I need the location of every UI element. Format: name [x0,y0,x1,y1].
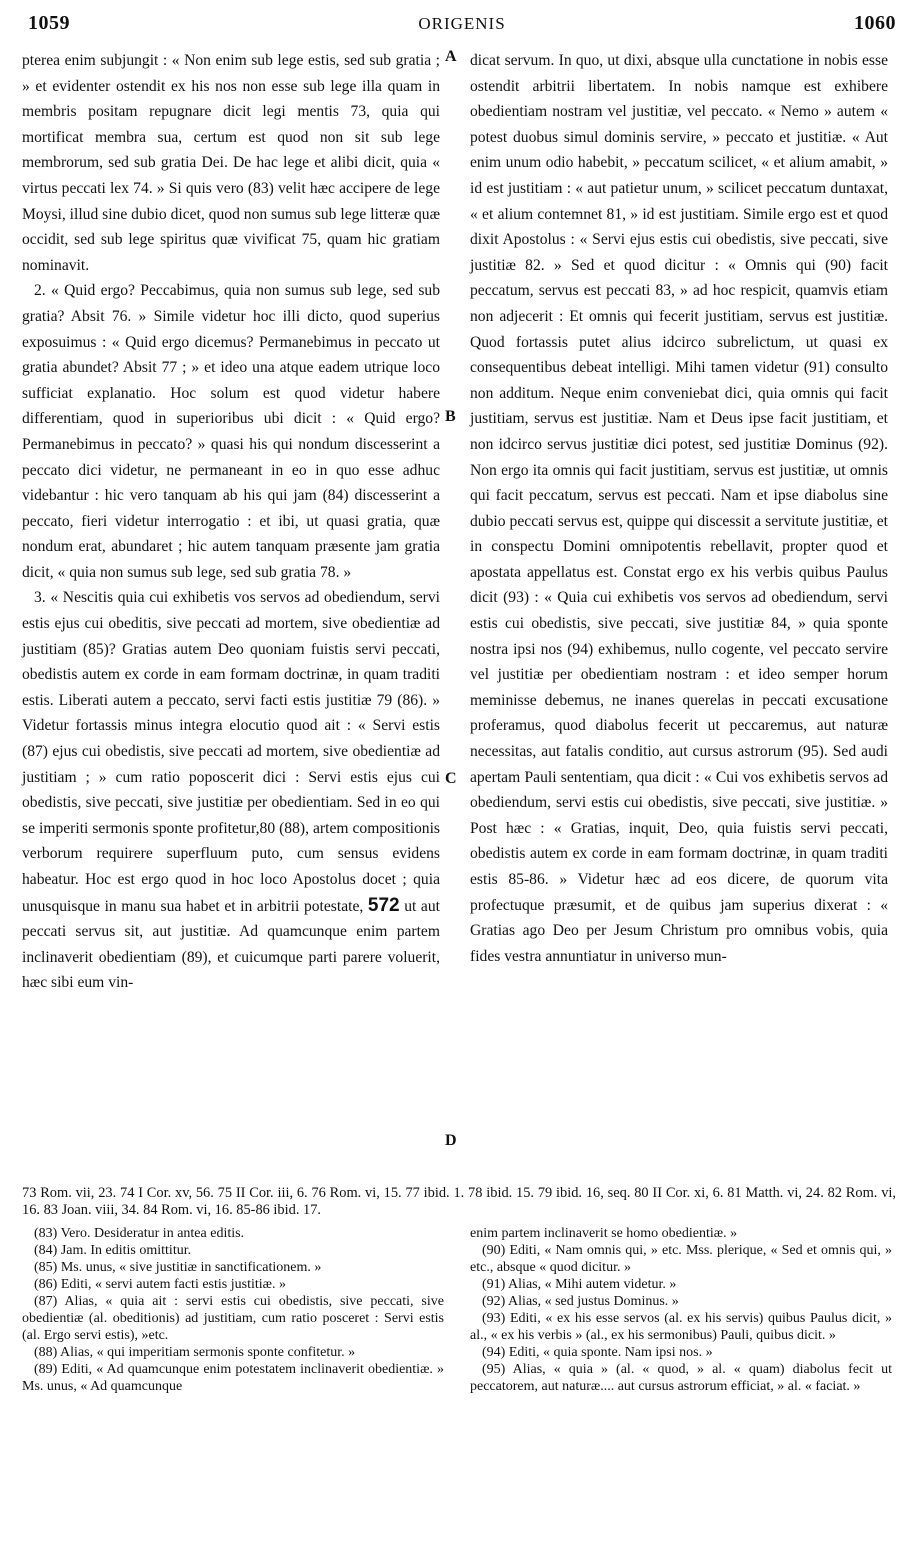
page-number-left: 1059 [28,12,70,34]
footnote-94: (94) Editi, « quia sponte. Nam ipsi nos. » [482,1345,713,1360]
footnote-89-cont: enim partem inclinaverit se homo obedientiæ. » [470,1226,738,1241]
right-column [470,48,888,969]
footnote-89: (89) Editi, « Ad quamcunque enim potestatem inclinaverit obedientiæ. » Ms. unus, « Ad quamcunque [22,1362,444,1394]
margin-letter-b: B [445,408,456,425]
footnote-86: (86) Editi, « servi autem facti estis justitiæ. » [34,1277,286,1292]
page-number-right: 1060 [854,12,896,34]
right-paragraph: dicat servum. In quo, ut dixi, absque ulla cunctatione in nobis esse ostendit arbitrii libertatem. In nobis namque est exhibere obedientiam nostram vel justitiæ, vel peccato. « Nemo » autem « potest duobus simul dominis servire, » peccato et justitiæ. « Aut enim unum odio habebit, » peccatum scilicet, « et alium amabit, » id est justitiam : « aut patietur unum, » scilicet peccatum duntaxat, « et alium contemnet 81, » id est justitiam. Simile ergo est et quod dixit Apostolus : « Servi ejus estis cui obedistis, sive peccati, sive justitiæ 82. » Sed et quod dicitur : « Omnis qui (90) facit peccatum, servus est peccati 83, » ad hoc respicit, quamvis etiam non adjecerit : Et omnis qui fecerit justitiam, servus est justitiæ. Quod fortassis putet alius idcirco subrelictum, ut quasi ex consequentibus debeat intelligi. Mihi tamen videtur (91) consulto non additum. Neque enim conveniebat dici, quia omnis qui facit justitiam, servus est justitiæ. Nam et Deus ipse facit justitiam, et non idcirco servus justitiæ dici potest, sed justitiæ Dominus (92). Non ergo ita omnis qui facit justitiam, servus est justitiæ, ut omnis qui facit peccatum, servus est peccati. Nam et ipse diabolus sine dubio peccati servus est, quippe qui discessit a servitute justitiæ, et in conspectu Domini omnipotentis rebellavit, propter quod et apostata appellatus est. Constat ergo ex his verbis quibus Paulus dicit (93) : « Quia cui exhibetis vos servos ad obediendum, servi estis cui obedistis, sive peccati, sive justitiæ 84, » quia sponte nostra ipsi nos (94) exhibemus, nullo cogente, vel peccato servire vel justitiæ per obedientiam nostram : et ideo semper horum meminisse debemus, ne inanes querelas in peccati excusatione proferamus, quod diabolus fecerit ut peccaremus, aut naturæ necessitas, aut fatalis conditio, aut cursus astrorum (95). Sed audi apertam Pauli sententiam, qua dicit : « Cui vos exhibetis servos ad obediendum, servi estis cui obedistis, sive peccati, sive justitiæ. » Post hæc : « Gratias, inquit, Deo, quia fuistis servi peccati, obedistis autem ex corde in eam formam doctrinæ, in quam traditi estis 85-86. » Videtur hæc ad eos dicere, de quorum vita profectuque præsumit, et de quibus jam superius dixerat : « Gratias ago Deo per Jesum Christum pro omnibus vobis, quia fides vestra annuntiatur in universo mun- [470,52,888,965]
margin-letter-c: C [445,770,457,787]
left-column [22,48,440,996]
scripture-references: 73 Rom. vii, 23. 74 I Cor. xv, 56. 75 II Cor. iii, 6. 76 Rom. vi, 15. 77 ibid. 1. 78 ibid. 15. 79 ibid. 16, seq. 80 II Cor. xi, 6. 81 Matth. vi, 24. 82 Rom. vi, 16. 83 Joan. viii, 34. 84 Rom. vi, 16. 85-86 ibid. 17. [22,1185,896,1218]
footnote-83: (83) Vero. Desideratur in antea editis. [34,1226,245,1241]
footnote-91: (91) Alias, « Mihi autem videtur. » [482,1277,677,1292]
paragraph-3-text: 3. « Nescitis quia cui exhibetis vos servos ad obediendum, servi estis ejus cui obeditis, sive peccati ad mortem, sive obedientiæ ad justitiam (85)? Gratias autem Deo quoniam fuistis servi peccati, obedistis autem ex corde in eam formam doctrinæ, in quam traditi estis. Liberati autem a peccato, servi facti estis justitiæ 79 (86). » Videtur fortassis minus integra elocutio quod ait : « Servi estis (87) ejus cui obedistis, sive peccati ad mortem, sive obedientiæ ad justitiam ; » cum ratio poposcerit dici : Servi estis ejus cui obedistis, sive peccati, sive justitiæ per obedientiam. Sed in eo qui se imperiti sermonis sponte profitetur,80 (88), artem compositionis verborum requirere superfluum puto, cum sensus evidens habeatur. Hoc est ergo quod in hoc loco Apostolus docet ; quia unusquisque in manu sua habet et in arbitrii potestate, [22,589,440,915]
margin-letter-a: A [445,48,457,65]
page-header [28,12,896,40]
paragraph-2: 2. « Quid ergo? Peccabimus, quia non sumus sub lege, sed sub gratia? Absit 76. » Simile videtur hoc illi dicto, quod superius exposuimus : « Quid ergo dicemus? Permanebimus in peccato ut gratia abundet? Absit 77 ; » et ideo una atque eadem utrique loco sufficiat explanatio. Hoc solum est quod videtur habere differentiam, quod in superioribus ubi dicit : « Quid ergo? Permanebimus in peccato? » quasi his qui nondum discesserint a peccato dici videtur, ne permaneant in eo in quo esse adhuc videbantur : hic vero tanquam ab his qui jam (84) discesserint a peccato, fieri videtur interrogatio : et ibi, ut quasi gratia, quæ nondum erat, abundaret ; hic autem tanquam præsente jam gratia dicit, « quia non sumus sub lege, sed sub gratia 78. » [22,282,440,581]
footnote-93: (93) Editi, « ex his esse servos (al. ex his servis) quibus Paulus dicit, » al., « ex his verbis » (al., ex his sermonibus) Pauli, quibus dicit. » [470,1311,892,1343]
footnote-87: (87) Alias, « quia ait : servi estis cui obedistis, sive peccati, sive obedientiæ (al. obeditionis) ad justitiam, cum ratio posceret : Servi estis (al. Ergo servi estis), »etc. [22,1294,444,1343]
column-number-marker: 572 [367,894,400,916]
paragraph-1: pterea enim subjungit : « Non enim sub lege estis, sed sub gratia ; » et evidenter ostendit ex his nos non esse sub lege illa quam in membris positam repugnare dicit legi mentis 73, quia qui mortificat membra sua, certum est quod non sit sub lege membrorum, sed sub gratia Dei. De hac lege et alibi dicit, quia « virtus peccati lex 74. » Si quis vero (83) velit hæc accipere de lege Moysi, illud sine dubio dicet, quod non sumus sub lege litteræ quæ occidit, sed sub lege spiritus quæ vivificat 75, quam hic gratiam nominavit. [22,52,440,274]
footnotes-right [470,1225,892,1395]
footnote-85: (85) Ms. unus, « sive justitiæ in sanctificationem. » [34,1260,322,1275]
footnote-90: (90) Editi, « Nam omnis qui, » etc. Mss. plerique, « Sed et omnis qui, » etc., absque « quod dicitur. » [470,1243,892,1275]
footnote-95: (95) Alias, « quia » (al. « quod, » al. « quam) diabolus fecit ut peccatorem, aut naturæ.... aut cursus astrorum efficiat, » al. « faciat. » [470,1362,892,1394]
footnote-88: (88) Alias, « qui imperitiam sermonis sponte confitetur. » [34,1345,356,1360]
footnote-92: (92) Alias, « sed justus Dominus. » [482,1294,679,1309]
paragraph-3-tail: ut aut peccati servus sit, aut justitiæ. Ad quamcunque enim partem inclinaverit obedientiam (89), et cuicumque parti parere voluerit, hæc sibi eum vin- [22,897,440,992]
margin-letter-d: D [445,1132,457,1149]
running-title: ORIGENIS [418,14,506,33]
footnotes-left [22,1225,444,1395]
footnote-84: (84) Jam. In editis omittitur. [34,1243,192,1258]
paragraph-3 [22,585,440,996]
